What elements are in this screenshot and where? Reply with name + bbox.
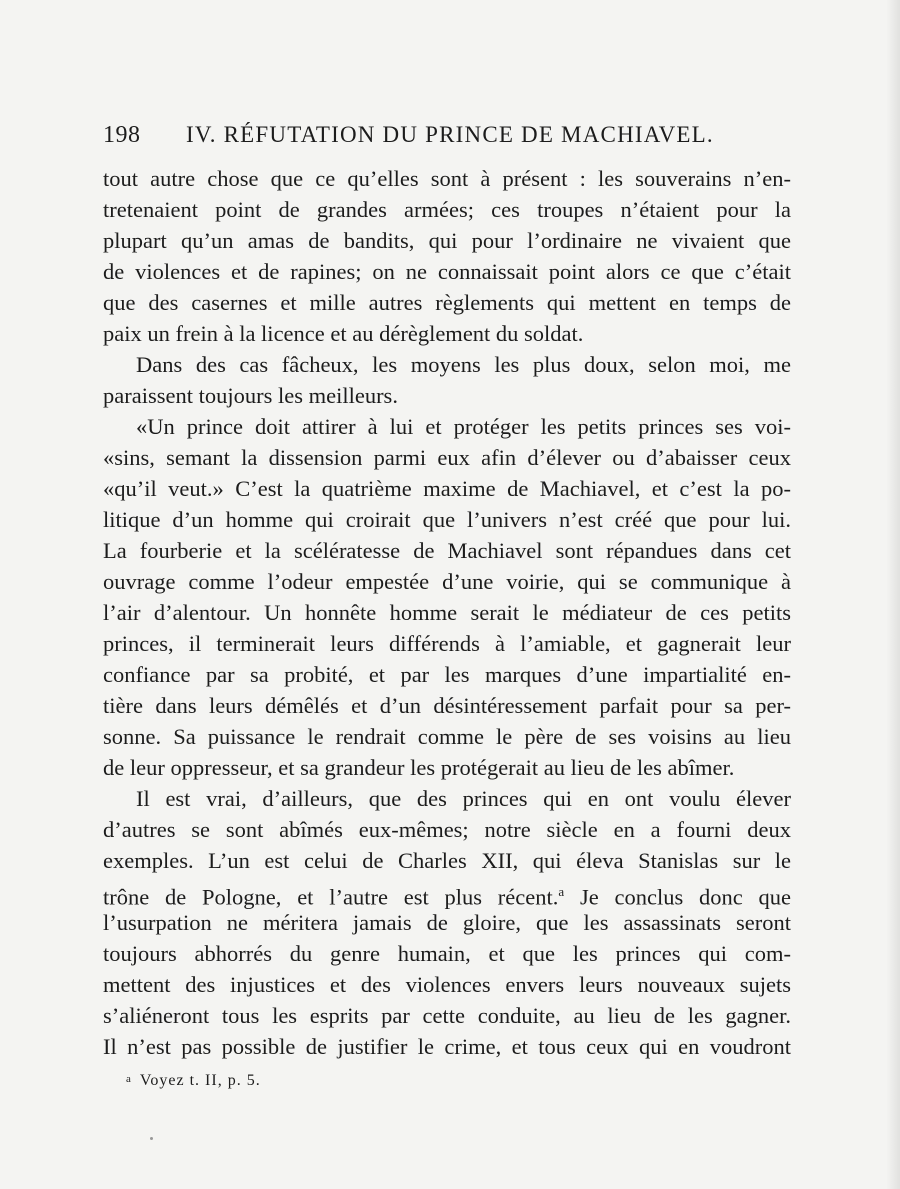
text-line: exemples. L’un est celui de Charles XII, qui éleva Stanislas sur le: [103, 848, 791, 873]
text-line: princes, il terminerait leurs différends à l’amiable, et gagnerait leur: [103, 631, 791, 656]
text-line: de leur oppresseur, et sa grandeur les protégerait au lieu de les abîmer.: [103, 755, 735, 780]
text-line: paix un frein à la licence et au dérèglement du soldat.: [103, 321, 584, 346]
page-edge-shadow: [886, 0, 900, 1189]
text-line: tretenaient point de grandes armées; ces troupes n’étaient pour la: [103, 197, 791, 222]
text-line: «qu’il veut.» C’est la quatrième maxime de Machiavel, et c’est la po-: [103, 476, 791, 501]
text-line: l’usurpation ne méritera jamais de gloire, que les assassinats seront: [103, 910, 791, 935]
text-line: Dans des cas fâcheux, les moyens les plus doux, selon moi, me: [136, 352, 791, 377]
text-line: tière dans leurs démêlés et d’un désintéressement parfait pour sa per-: [103, 693, 791, 718]
text-line: confiance par sa probité, et par les marques d’une impartialité en-: [103, 662, 791, 687]
text-line: «Un prince doit attirer à lui et protéger les petits princes ses voi-: [136, 414, 791, 439]
text-line: La fourberie et la scélératesse de Machiavel sont répandues dans cet: [103, 538, 791, 563]
text-line: d’autres se sont abîmés eux-mêmes; notre siècle en a fourni deux: [103, 817, 791, 842]
paper-speck: [150, 1137, 153, 1140]
text-line-with-footnote-ref: [103, 876, 791, 910]
text-line: ouvrage comme l’odeur empestée d’une voirie, qui se communique à: [103, 569, 791, 594]
text-line: l’air d’alentour. Un honnête homme serait le médiateur de ces petits: [103, 600, 791, 625]
footnote-text: Voyez t. II, p. 5.: [139, 1072, 261, 1089]
text-fragment: Je conclus donc que: [564, 884, 791, 910]
text-line: que des casernes et mille autres règlements qui mettent en temps de: [103, 290, 791, 315]
text-line: s’aliéneront tous les esprits par cette conduite, au lieu de les gagner.: [103, 1003, 791, 1028]
footnote-reference: a: [558, 884, 565, 899]
text-line: plupart qu’un amas de bandits, qui pour l’ordinaire ne vivaient que: [103, 228, 791, 253]
page-number: 198: [103, 122, 141, 148]
text-line: paraissent toujours les meilleurs.: [103, 383, 398, 408]
text-line: tout autre chose que ce qu’elles sont à présent : les souverains n’en-: [103, 166, 791, 191]
text-line: Il n’est pas possible de justifier le crime, et tous ceux qui en voudront: [103, 1034, 791, 1059]
body-text: [103, 163, 791, 1062]
footnote: [126, 1072, 261, 1090]
text-line: mettent des injustices et des violences envers leurs nouveaux sujets: [103, 972, 791, 997]
text-line: «sins, semant la dissension parmi eux afin d’élever ou d’abaisser ceux: [103, 445, 791, 470]
text-line: litique d’un homme qui croirait que l’univers n’est créé que pour lui.: [103, 507, 791, 532]
text-line: toujours abhorrés du genre humain, et que les princes qui com-: [103, 941, 791, 966]
page-header: [103, 118, 793, 154]
running-title: IV. RÉFUTATION DU PRINCE DE MACHIAVEL.: [186, 122, 714, 147]
text-fragment: trône de Pologne, et l’autre est plus récent.: [103, 884, 559, 910]
text-line: sonne. Sa puissance le rendrait comme le père de ses voisins au lieu: [103, 724, 791, 749]
footnote-mark: a: [126, 1073, 132, 1085]
text-line: de violences et de rapines; on ne connaissait point alors ce que c’était: [103, 259, 791, 284]
text-line: Il est vrai, d’ailleurs, que des princes qui en ont voulu élever: [136, 786, 791, 811]
